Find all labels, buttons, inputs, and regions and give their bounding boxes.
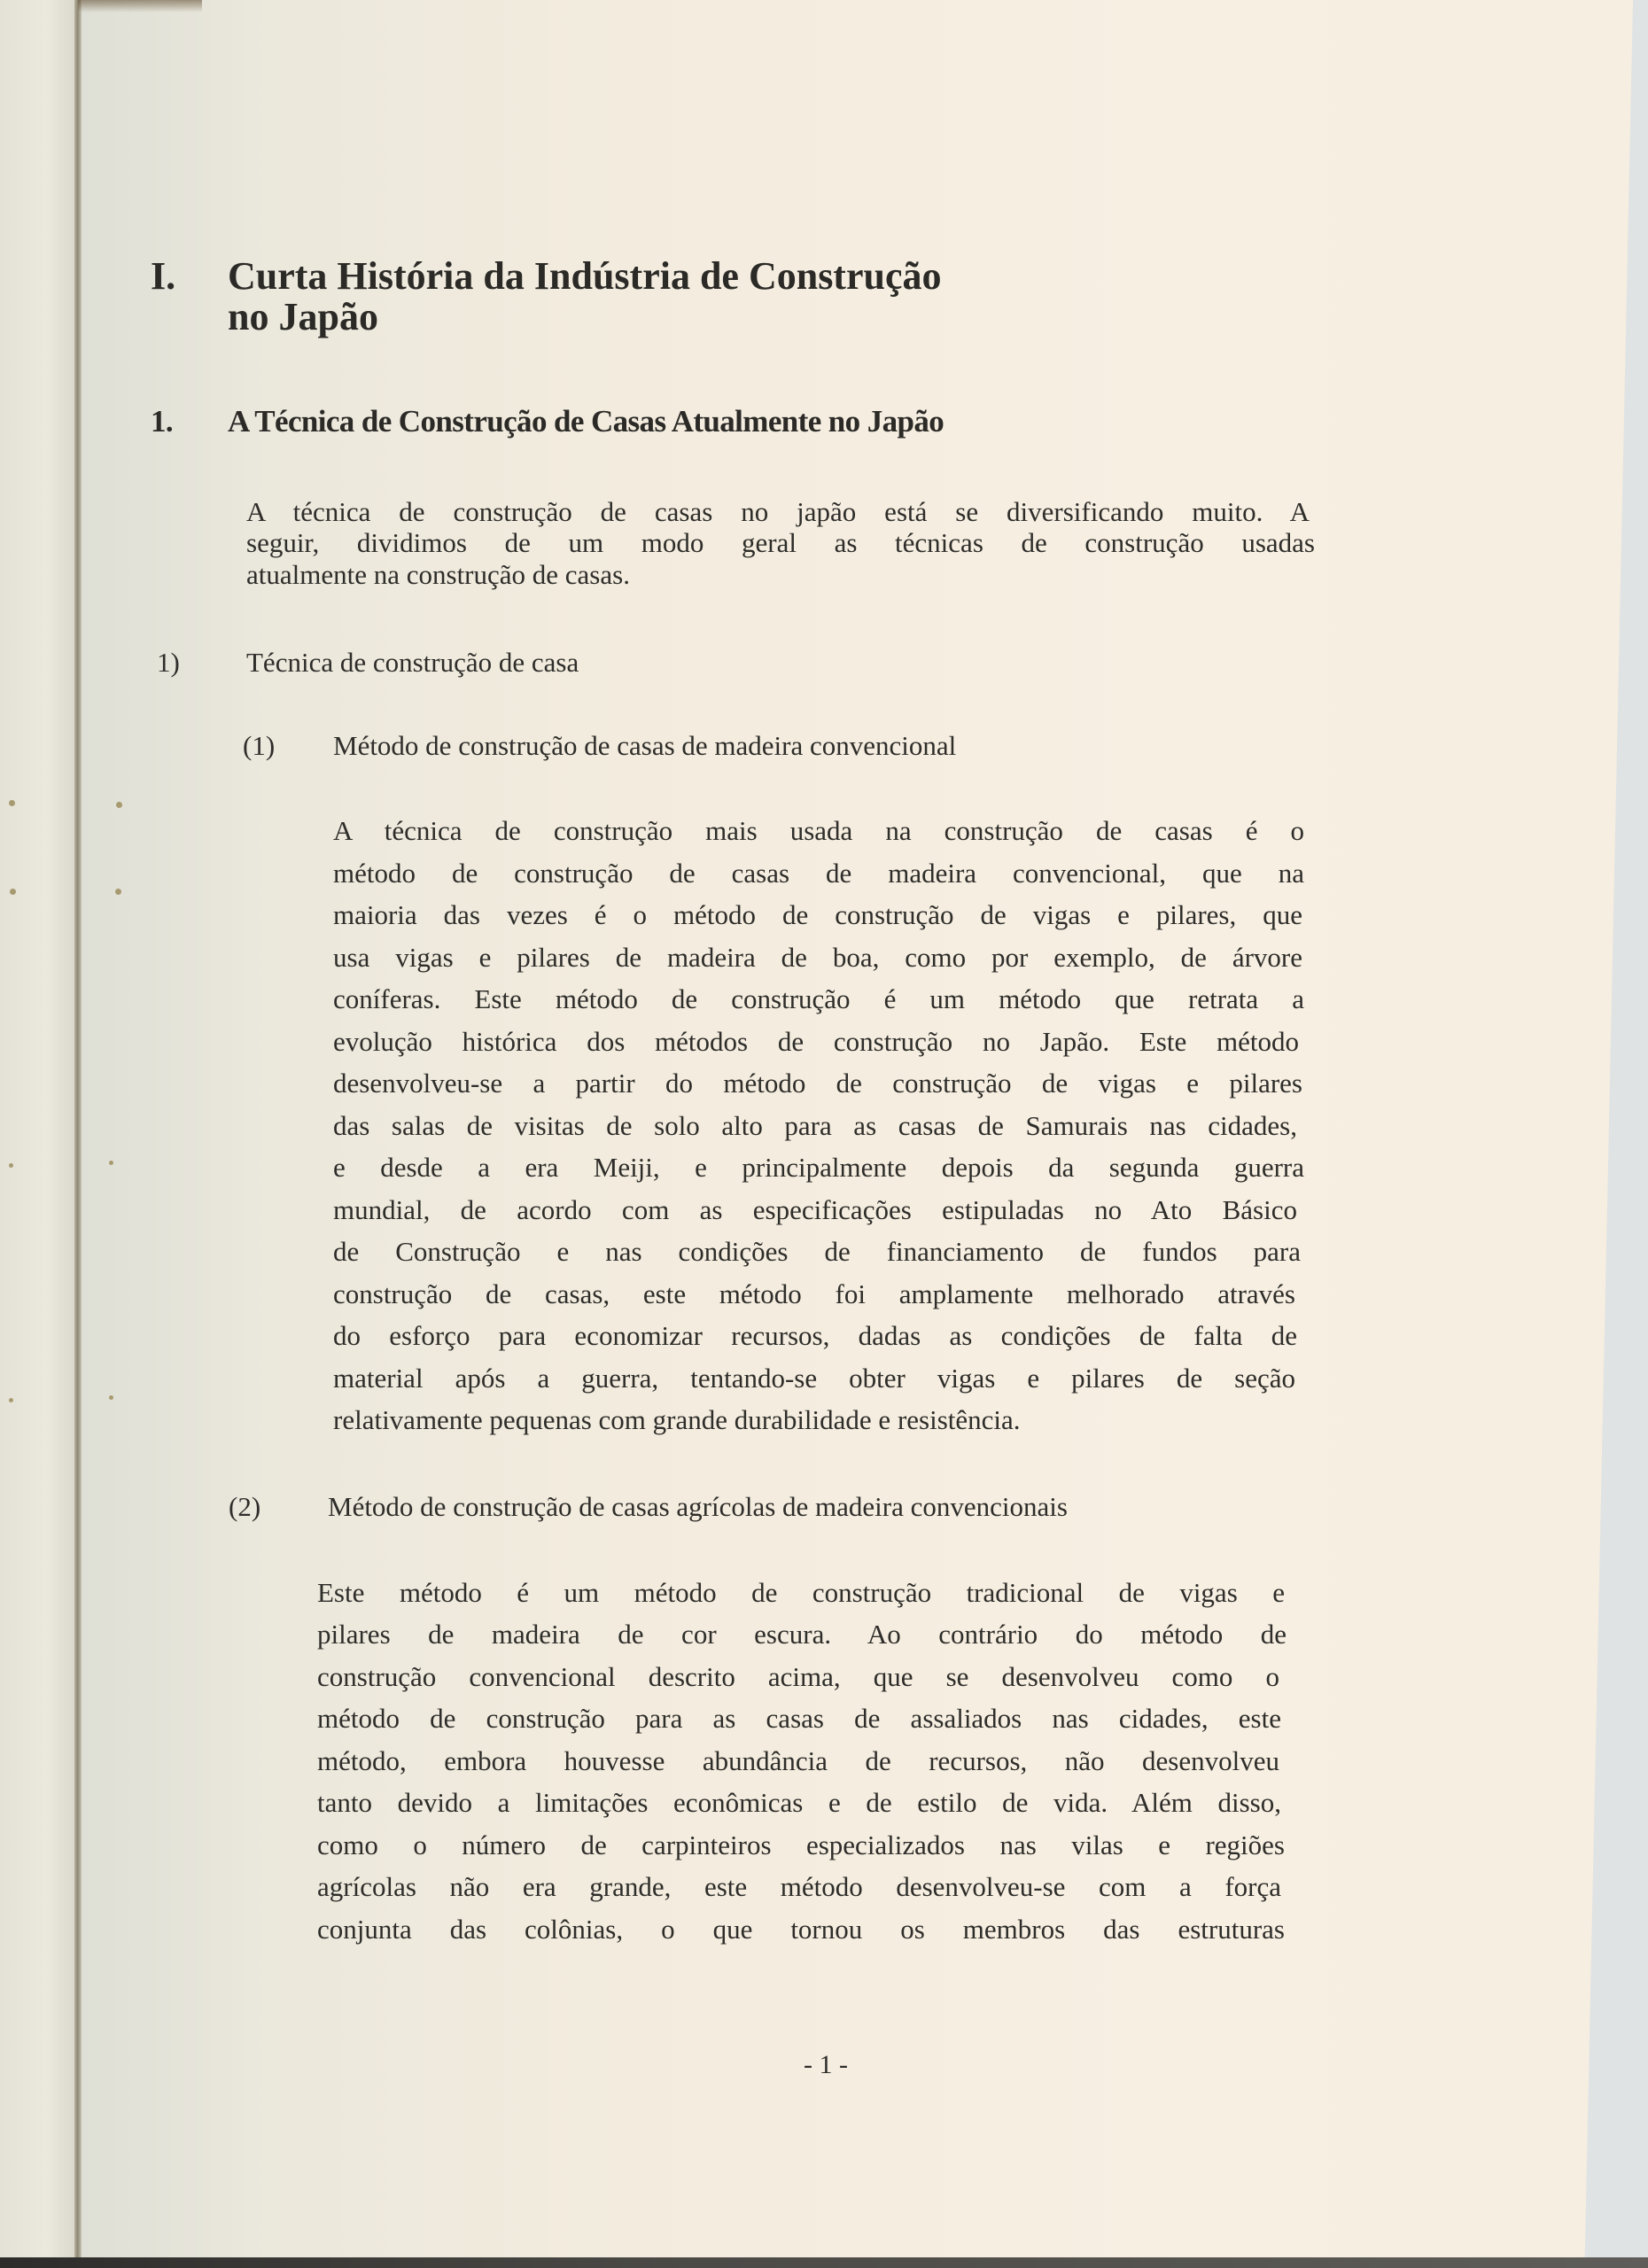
chapter-title-line: no Japão xyxy=(228,295,378,338)
book-gutter xyxy=(74,0,82,2257)
adjacent-page-strip xyxy=(0,0,78,2257)
binding-hole-icon xyxy=(10,889,16,895)
paragraph-line: Este método é um método de construção tradicional de vigas e xyxy=(317,1577,1285,1608)
item-title: Método de construção de casas de madeira convencional xyxy=(333,730,957,761)
page-number: - 1 - xyxy=(804,2050,848,2079)
paragraph-line: tanto devido a limitações econômicas e de estilo de vida. Além disso, xyxy=(317,1787,1281,1818)
binding-hole-icon xyxy=(9,800,15,806)
paragraph-line: como o número de carpinteiros especializados nas vilas e regiões xyxy=(317,1829,1285,1860)
item-number: (2) xyxy=(229,1491,261,1522)
paragraph-line: do esforço para economizar recursos, dadas as condições de falta de xyxy=(333,1320,1297,1351)
binding-hole-icon xyxy=(115,889,121,895)
paragraph-line: agrícolas não era grande, este método desenvolveu-se com a força xyxy=(317,1871,1281,1902)
subsection-title: Técnica de construção de casa xyxy=(246,647,579,678)
binding-hole-icon xyxy=(116,802,122,808)
paragraph-line: usa vigas e pilares de madeira de boa, como por exemplo, de árvore xyxy=(333,942,1302,973)
section-title: A Técnica de Construção de Casas Atualmente no Japão xyxy=(228,404,944,439)
paragraph-line: pilares de madeira de cor escura. Ao contrário do método de xyxy=(317,1619,1287,1650)
paragraph-line: maioria das vezes é o método de construção de vigas e pilares, que xyxy=(333,899,1302,930)
binding-hole-icon xyxy=(9,1163,13,1168)
paragraph-line: atualmente na construção de casas. xyxy=(246,559,630,590)
paragraph-line: conjunta das colônias, o que tornou os membros das estruturas xyxy=(317,1914,1285,1945)
paragraph-line: desenvolveu-se a partir do método de construção de vigas e pilares xyxy=(333,1068,1302,1099)
paragraph-line: relativamente pequenas com grande durabilidade e resistência. xyxy=(333,1404,1021,1435)
item-title: Método de construção de casas agrícolas de madeira convencionais xyxy=(328,1491,1068,1522)
paragraph-line: A técnica de construção de casas no japão está se diversificando muito. A xyxy=(246,496,1310,527)
paragraph-line: e desde a era Meiji, e principalmente depois da segunda guerra xyxy=(333,1152,1304,1183)
paragraph-line: método, embora houvesse abundância de recursos, não desenvolveu xyxy=(317,1745,1279,1776)
paragraph-line: construção de casas, este método foi amplamente melhorado através xyxy=(333,1278,1295,1309)
top-shadow xyxy=(78,0,202,12)
paragraph-line: material após a guerra, tentando-se obter vigas e pilares de seção xyxy=(333,1363,1295,1394)
paragraph-line: A técnica de construção mais usada na construção de casas é o xyxy=(333,815,1304,846)
paragraph-line: evolução histórica dos métodos de construção no Japão. Este método xyxy=(333,1026,1299,1057)
paragraph-line: método de construção para as casas de assaliados nas cidades, este xyxy=(317,1703,1281,1734)
chapter-number: I. xyxy=(151,254,176,298)
paragraph-line: construção convencional descrito acima, que se desenvolveu como o xyxy=(317,1661,1279,1692)
paragraph-line: mundial, de acordo com as especificações estipuladas no Ato Básico xyxy=(333,1194,1297,1225)
paragraph-line: seguir, dividimos de um modo geral as técnicas de construção usadas xyxy=(246,527,1315,558)
binding-hole-icon xyxy=(9,1398,13,1402)
paragraph-line: coníferas. Este método de construção é um método que retrata a xyxy=(333,983,1304,1014)
item-number: (1) xyxy=(243,730,276,761)
paragraph-line: método de construção de casas de madeira convencional, que na xyxy=(333,858,1304,889)
paragraph-line: das salas de visitas de solo alto para as casas de Samurais nas cidades, xyxy=(333,1110,1297,1141)
binding-hole-icon xyxy=(109,1161,113,1165)
chapter-title-line: Curta História da Indústria de Construção xyxy=(228,254,942,298)
subsection-number: 1) xyxy=(157,647,180,678)
scan-bottom-edge xyxy=(0,2257,1648,2268)
section-number: 1. xyxy=(151,404,174,439)
paragraph-line: de Construção e nas condições de financiamento de fundos para xyxy=(333,1236,1301,1267)
binding-hole-icon xyxy=(109,1395,113,1400)
